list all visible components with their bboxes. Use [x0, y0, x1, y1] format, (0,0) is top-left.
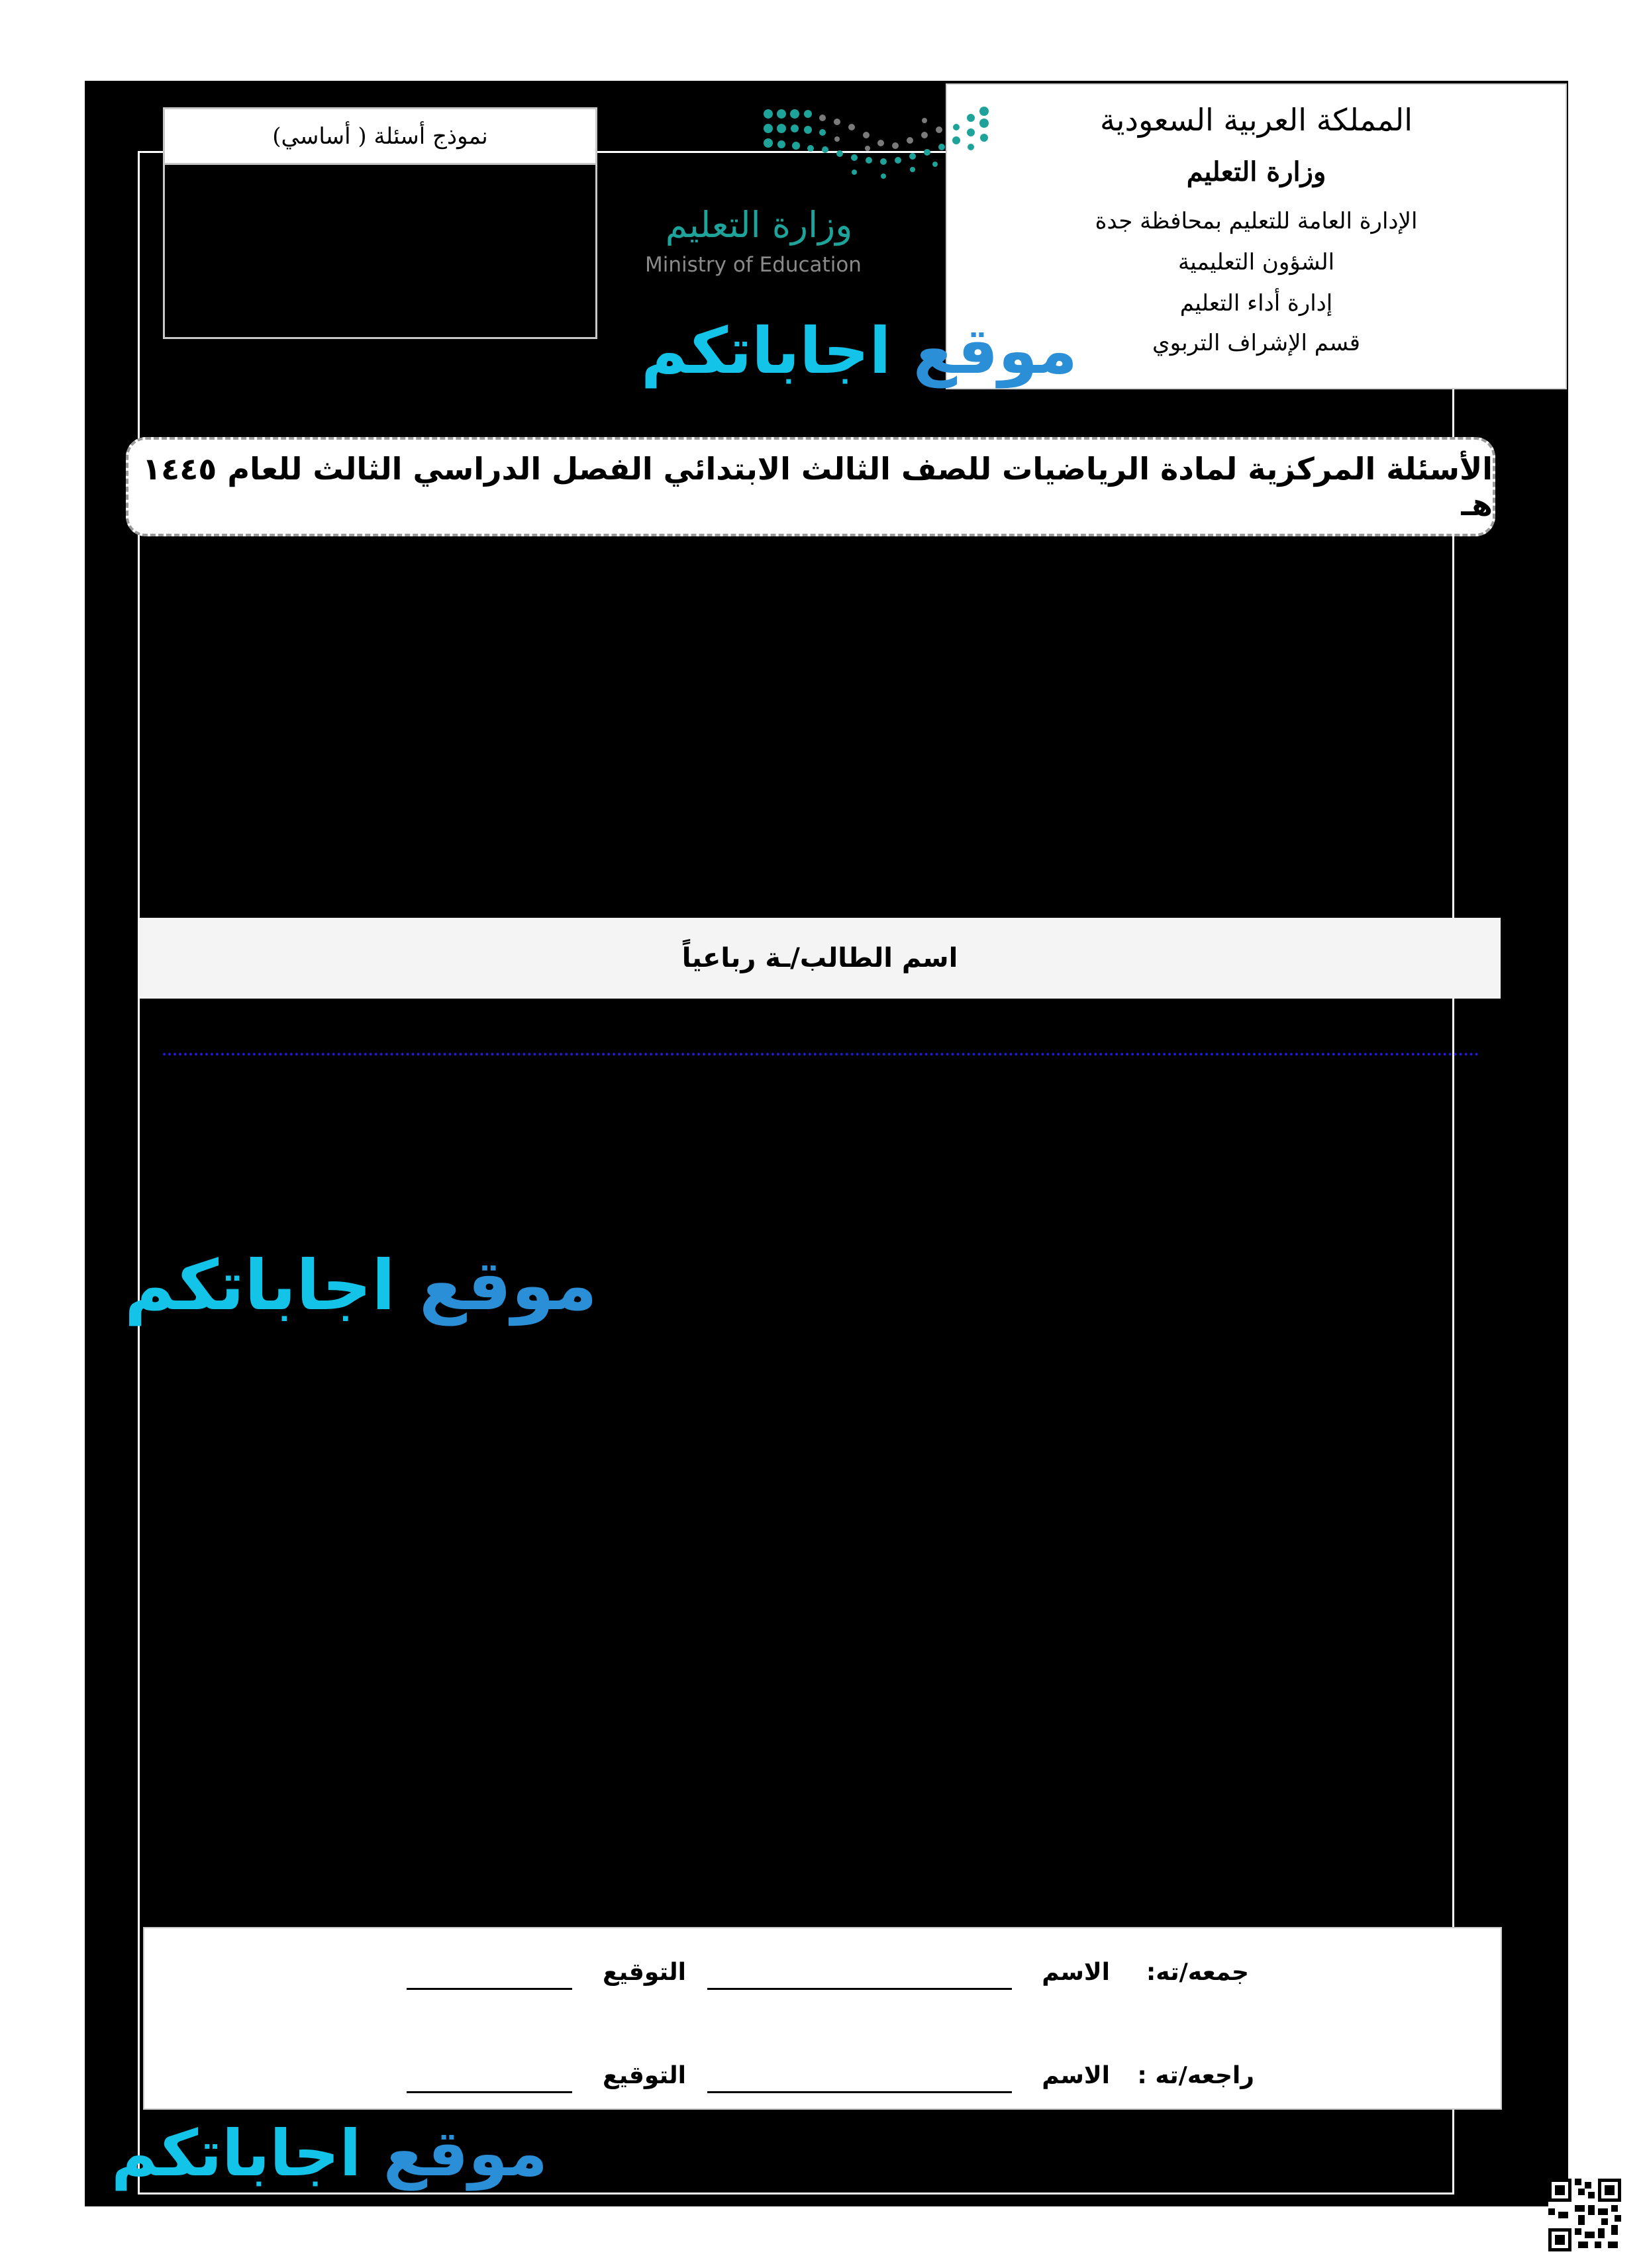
- reviewed-signature-line[interactable]: [407, 2091, 572, 2093]
- watermark-word-1: موقع: [383, 2116, 548, 2191]
- header-supervision: قسم الإشراف التربوي: [1152, 330, 1361, 356]
- watermark-top: [641, 314, 1077, 388]
- watermark-bottom: [111, 2116, 548, 2191]
- ministry-logo-dots-icon: [762, 106, 993, 185]
- exam-title: الأسئلة المركزية لمادة الرياضيات للصف الثالث الابتدائي الفصل الدراسي الثالث للعام ١٤٤٥ هـ: [126, 437, 1495, 536]
- collected-name-line[interactable]: [707, 1988, 1012, 1990]
- header-performance: إدارة أداء التعليم: [1179, 290, 1333, 317]
- watermark-word-2: اجاباتكم: [641, 314, 891, 388]
- ministry-logo-arabic: وزارة التعليم: [665, 204, 853, 246]
- header-ministry: وزارة التعليم: [1186, 156, 1326, 187]
- student-name-label: اسم الطالب/ـة رباعياً: [681, 943, 958, 973]
- question-model-box: [163, 107, 597, 339]
- signature-box: [143, 1927, 1502, 2110]
- reviewed-name-line[interactable]: [707, 2091, 1012, 2093]
- reviewed-signature-label: التوقيع: [603, 2062, 686, 2089]
- ministry-logo-english: Ministry of Education: [645, 253, 862, 277]
- student-name-field[interactable]: [139, 918, 1501, 999]
- collected-by-label: جمعه/ته:: [1146, 1959, 1249, 1986]
- watermark-word-1: موقع: [419, 1245, 597, 1326]
- collected-signature-label: التوقيع: [603, 1959, 686, 1986]
- qr-code-icon: [1548, 2179, 1621, 2251]
- dotted-separator: [163, 1053, 1479, 1056]
- collected-name-label: الاسم: [1042, 1959, 1110, 1986]
- reviewed-name-label: الاسم: [1042, 2062, 1110, 2089]
- collected-by-row: [144, 1959, 1501, 1998]
- question-model-label: نموذج أسئلة ( أساسي): [165, 109, 595, 165]
- watermark-word-2: اجاباتكم: [124, 1245, 395, 1326]
- reviewed-by-label: راجعه/ته :: [1137, 2062, 1254, 2089]
- reviewed-by-row: [144, 2062, 1501, 2102]
- ministry-logo: [636, 106, 993, 291]
- watermark-word-1: موقع: [913, 314, 1077, 388]
- watermark-word-2: اجاباتكم: [111, 2116, 362, 2191]
- header-affairs: الشؤون التعليمية: [1177, 249, 1335, 275]
- header-kingdom: المملكة العربية السعودية: [1100, 102, 1413, 138]
- collected-signature-line[interactable]: [407, 1988, 572, 1990]
- watermark-middle: [124, 1245, 597, 1326]
- header-directorate: الإدارة العامة للتعليم بمحافظة جدة: [1095, 208, 1418, 234]
